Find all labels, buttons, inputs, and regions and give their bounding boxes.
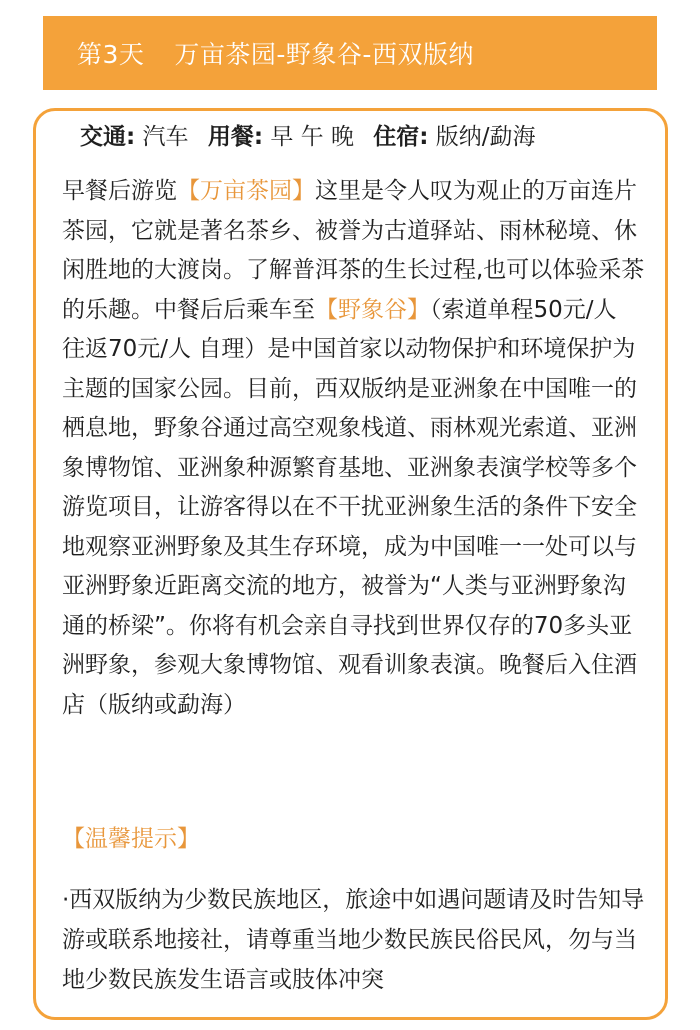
tea-garden-highlight: 【万亩茶园】 — [177, 178, 315, 204]
transport-value: 汽车 — [142, 124, 189, 150]
transport-label: 交通: — [80, 124, 136, 150]
wild-elephant-valley-highlight: 【野象谷】 — [315, 296, 430, 323]
tips-text: ·西双版纳为少数民族地区，旅途中如遇问题请及时告知导游或联系地接社，请尊重当地少数民族民俗民风，勿与当地少数民族发生语言或肢体冲突 — [62, 887, 645, 993]
meals-label: 用餐: — [207, 124, 264, 150]
description-part-3: （索道单程50元/人 往返70元/人 自理）是中国首家以动物保护和环境保护为主题的国家公园。目前，西双版纳是亚洲象在中国唯一的栖息地，野象谷通过高空观象栈道、雨林观光索道、亚洲象博物馆、亚洲象种源繁育基地、亚洲象表演学校等多个游览项目，让游客得以在不干扰亚洲象生活的条件下安全地观察亚洲野象及其生存环境，成为中国唯一一处可以与亚洲野象近距离交流的地方，被誉为“人类与亚洲野象沟通的桥梁”。你将有机会亲自寻找到世界仅存的70多头亚洲野象，参观大象博物馆、观看训象表演。晚餐后入住酒店（版纳或勐海） — [62, 296, 637, 718]
lodging-label: 住宿: — [373, 124, 429, 150]
description-part-2: 这里是令人叹为观止的万亩连片茶园，它就是著名茶乡、被誉为古道驿站、雨林秘境、休闲胜地的大渡岗。了解普洱茶的生长过程,也可以体验采茶的乐趣。中餐后后乘车至 — [62, 178, 645, 323]
description-part-1: 早餐后游览 — [62, 178, 177, 204]
day-number: 第3天 — [77, 40, 145, 69]
day-description — [62, 172, 646, 725]
meals-value: 早 午 晚 — [270, 124, 354, 150]
tips-title: 【温馨提示】 — [62, 826, 200, 852]
trip-info-row — [80, 119, 536, 155]
day-route-title: 万亩茶园-野象谷-西双版纳 — [174, 40, 474, 69]
day-header-banner — [43, 16, 657, 90]
lodging-value: 版纳/勐海 — [435, 124, 536, 150]
